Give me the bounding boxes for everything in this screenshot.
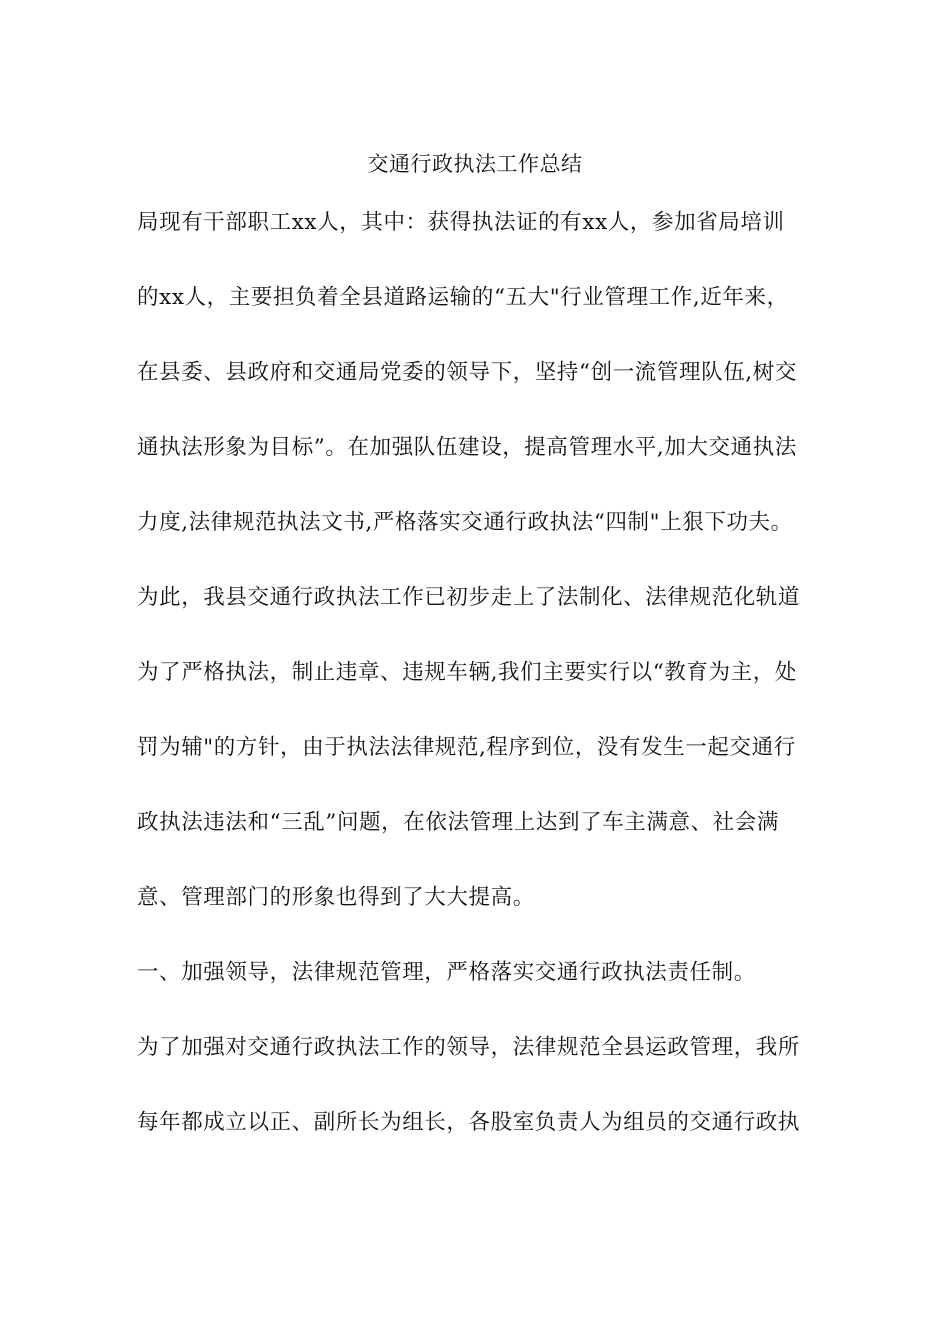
document-title: 交通行政执法工作总结 <box>367 152 583 176</box>
paragraph-line: 为了严格执法，制止违章、违规车辆,我们主要实行以“教育为主，处 <box>137 660 797 685</box>
paragraph-line: 力度,法律规范执法文书,严格落实交通行政执法“四制"上狠下功夫。 <box>137 510 793 535</box>
section-heading: 一、加强领导，法律规范管理，严格落实交通行政执法责任制。 <box>137 960 756 985</box>
paragraph-line: 意、管理部门的形象也得到了大大提高。 <box>137 885 535 910</box>
paragraph-line: 局现有干部职工xx人，其中：获得执法证的有xx人，参加省局培训 <box>137 210 785 235</box>
paragraph-line: 罚为辅"的方针，由于执法法律规范,程序到位，没有发生一起交通行 <box>137 735 796 760</box>
paragraph-line: 为了加强对交通行政执法工作的领导，法律规范全县运政管理，我所 <box>137 1035 801 1060</box>
paragraph-line: 政执法违法和“三乱”问题，在依法管理上达到了车主满意、社会满 <box>137 810 779 835</box>
paragraph-line: 通执法形象为目标”。在加强队伍建设，提高管理水平,加大交通执法 <box>137 435 797 460</box>
paragraph-line: 在县委、县政府和交通局党委的领导下，坚持“创一流管理队伍,树交 <box>137 360 797 385</box>
paragraph-line: 每年都成立以正、副所长为组长，各股室负责人为组员的交通行政执 <box>137 1110 801 1135</box>
paragraph-line: 的xx人，主要担负着全县道路运输的“五大"行业管理工作,近年来， <box>137 285 789 310</box>
paragraph-line: 为此，我县交通行政执法工作已初步走上了法制化、法律规范化轨道 <box>137 585 801 610</box>
